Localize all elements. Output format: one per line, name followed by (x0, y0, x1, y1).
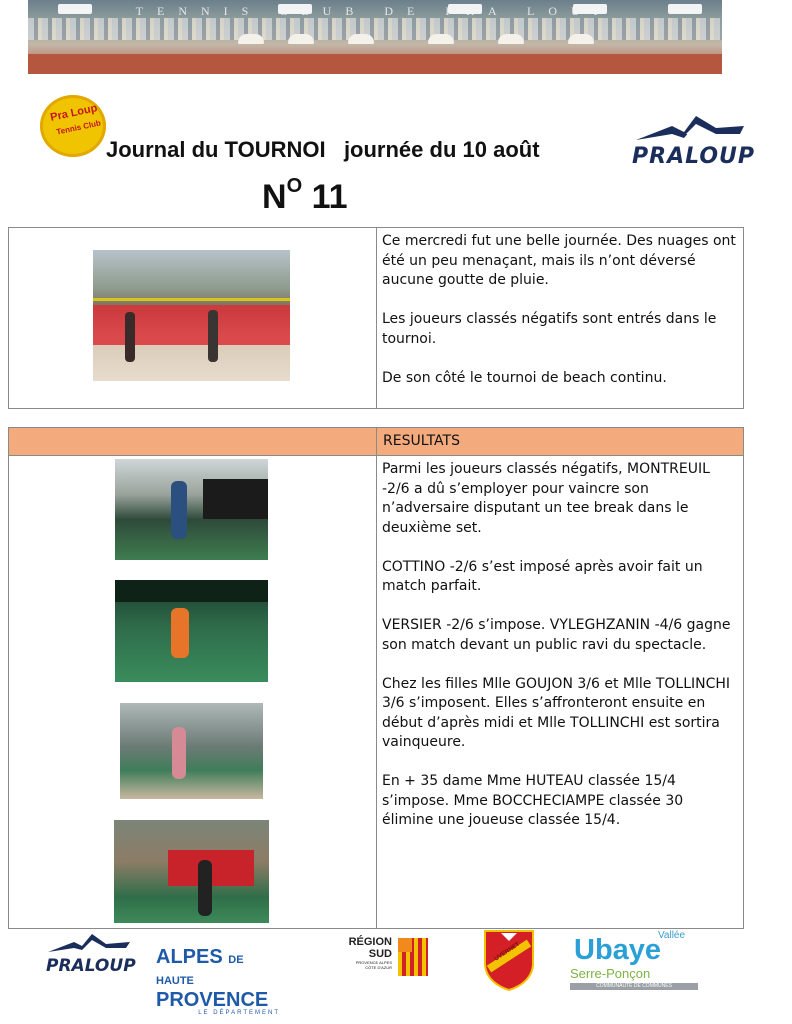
intro-text-cell (377, 228, 744, 409)
praloup-logo-text: PRALOUP (632, 144, 756, 169)
player-photo-1 (115, 459, 268, 560)
uvernet-logo (481, 929, 537, 991)
club-logo-line2: Tennis Club (55, 118, 102, 137)
beach-tennis-photo (93, 250, 290, 381)
departement-text: LE DÉPARTEMENT (198, 1010, 280, 1016)
club-logo-line1: Pra Loup (49, 102, 99, 124)
results-header-row (9, 428, 744, 456)
umbrella (288, 34, 314, 44)
results-paragraph: Chez les filles Mlle GOUJON 3/6 et Mlle TOLLINCHI 3/6 s’imposent. Elles s’affronteront ensuite en début d’après midi et Mlle TOLLINCHI est sortira vainqueure. (382, 675, 731, 750)
results-paragraph: Parmi les joueurs classés négatifs, MONTREUIL -2/6 a dû s’employer pour vaincre son n’adversaire disputant un tee break dans le deuxième set. (382, 461, 710, 536)
results-text-cell (377, 456, 744, 929)
issue-number: $N^O$ 11 (262, 174, 348, 216)
player-photo-2 (115, 580, 268, 682)
umbrella (568, 34, 594, 44)
results-paragraph: VERSIER -2/6 s’impose. VYLEGHZANIN -4/6 gagne son match devant un public ravi du spectacle. (382, 617, 731, 653)
header-banner (28, 0, 722, 74)
intro-paragraph: De son côté le tournoi de beach continu. (382, 369, 667, 386)
region-text: RÉGION (348, 936, 392, 948)
alpes-de-haute-provence-logo (156, 946, 280, 1016)
de-haute-text: DE HAUTE (156, 954, 244, 987)
umbrella (348, 34, 374, 44)
umbrella (428, 34, 454, 44)
intro-paragraph: Les joueurs classés négatifs sont entrés dans le tournoi. (382, 311, 717, 347)
page-title: Journal du TOURNOI journée du 10 août (106, 137, 540, 162)
region-sub-text: PROVENCE ALPES CÔTE D'AZUR (355, 960, 392, 970)
mountain-icon (46, 932, 132, 958)
serre-poncon-text: Serre-Ponçon (570, 966, 651, 981)
banner-court (28, 54, 722, 74)
region-flag-icon (398, 938, 428, 976)
region-sud-logo (348, 936, 434, 980)
umbrella (498, 34, 524, 44)
player-photo-3 (120, 703, 263, 799)
sud-text: SUD (368, 948, 392, 960)
results-paragraph: COTTINO -2/6 s’est imposé après avoir fait un match parfait. (382, 558, 703, 594)
footer-praloup-logo (46, 932, 136, 990)
results-heading: RESULTATS (383, 433, 460, 449)
player-photo-4 (114, 820, 269, 923)
alpes-text: ALPES (156, 946, 223, 968)
footer-praloup-text: PRALOUP (46, 956, 136, 976)
praloup-logo (632, 112, 756, 176)
umbrella (238, 34, 264, 44)
provence-text: PROVENCE (156, 989, 269, 1011)
banner-title: TENNIS CLUB DE PRA LOUP (135, 4, 615, 18)
banner-stands (28, 18, 722, 40)
shield-icon (481, 929, 537, 991)
ubaye-vallee-text: Vallée (658, 930, 686, 941)
intro-paragraph: Ce mercredi fut une belle journée. Des nuages ont été un peu menaçant, mais ils n’ont déversé aucune goutte de pluie. (382, 233, 736, 288)
ubaye-logo (566, 930, 702, 992)
communaute-text: COMMUNAUTÉ DE COMMUNES (570, 983, 698, 990)
ubaye-text: Ubaye (574, 934, 662, 966)
results-paragraph: En + 35 dame Mme HUTEAU classée 15/4 s’impose. Mme BOCCHECIAMPE classée 30 élimine une joueuse classée 15/4. (382, 773, 684, 828)
club-logo (40, 95, 106, 157)
uvernet-text: UVERNET (493, 941, 521, 963)
